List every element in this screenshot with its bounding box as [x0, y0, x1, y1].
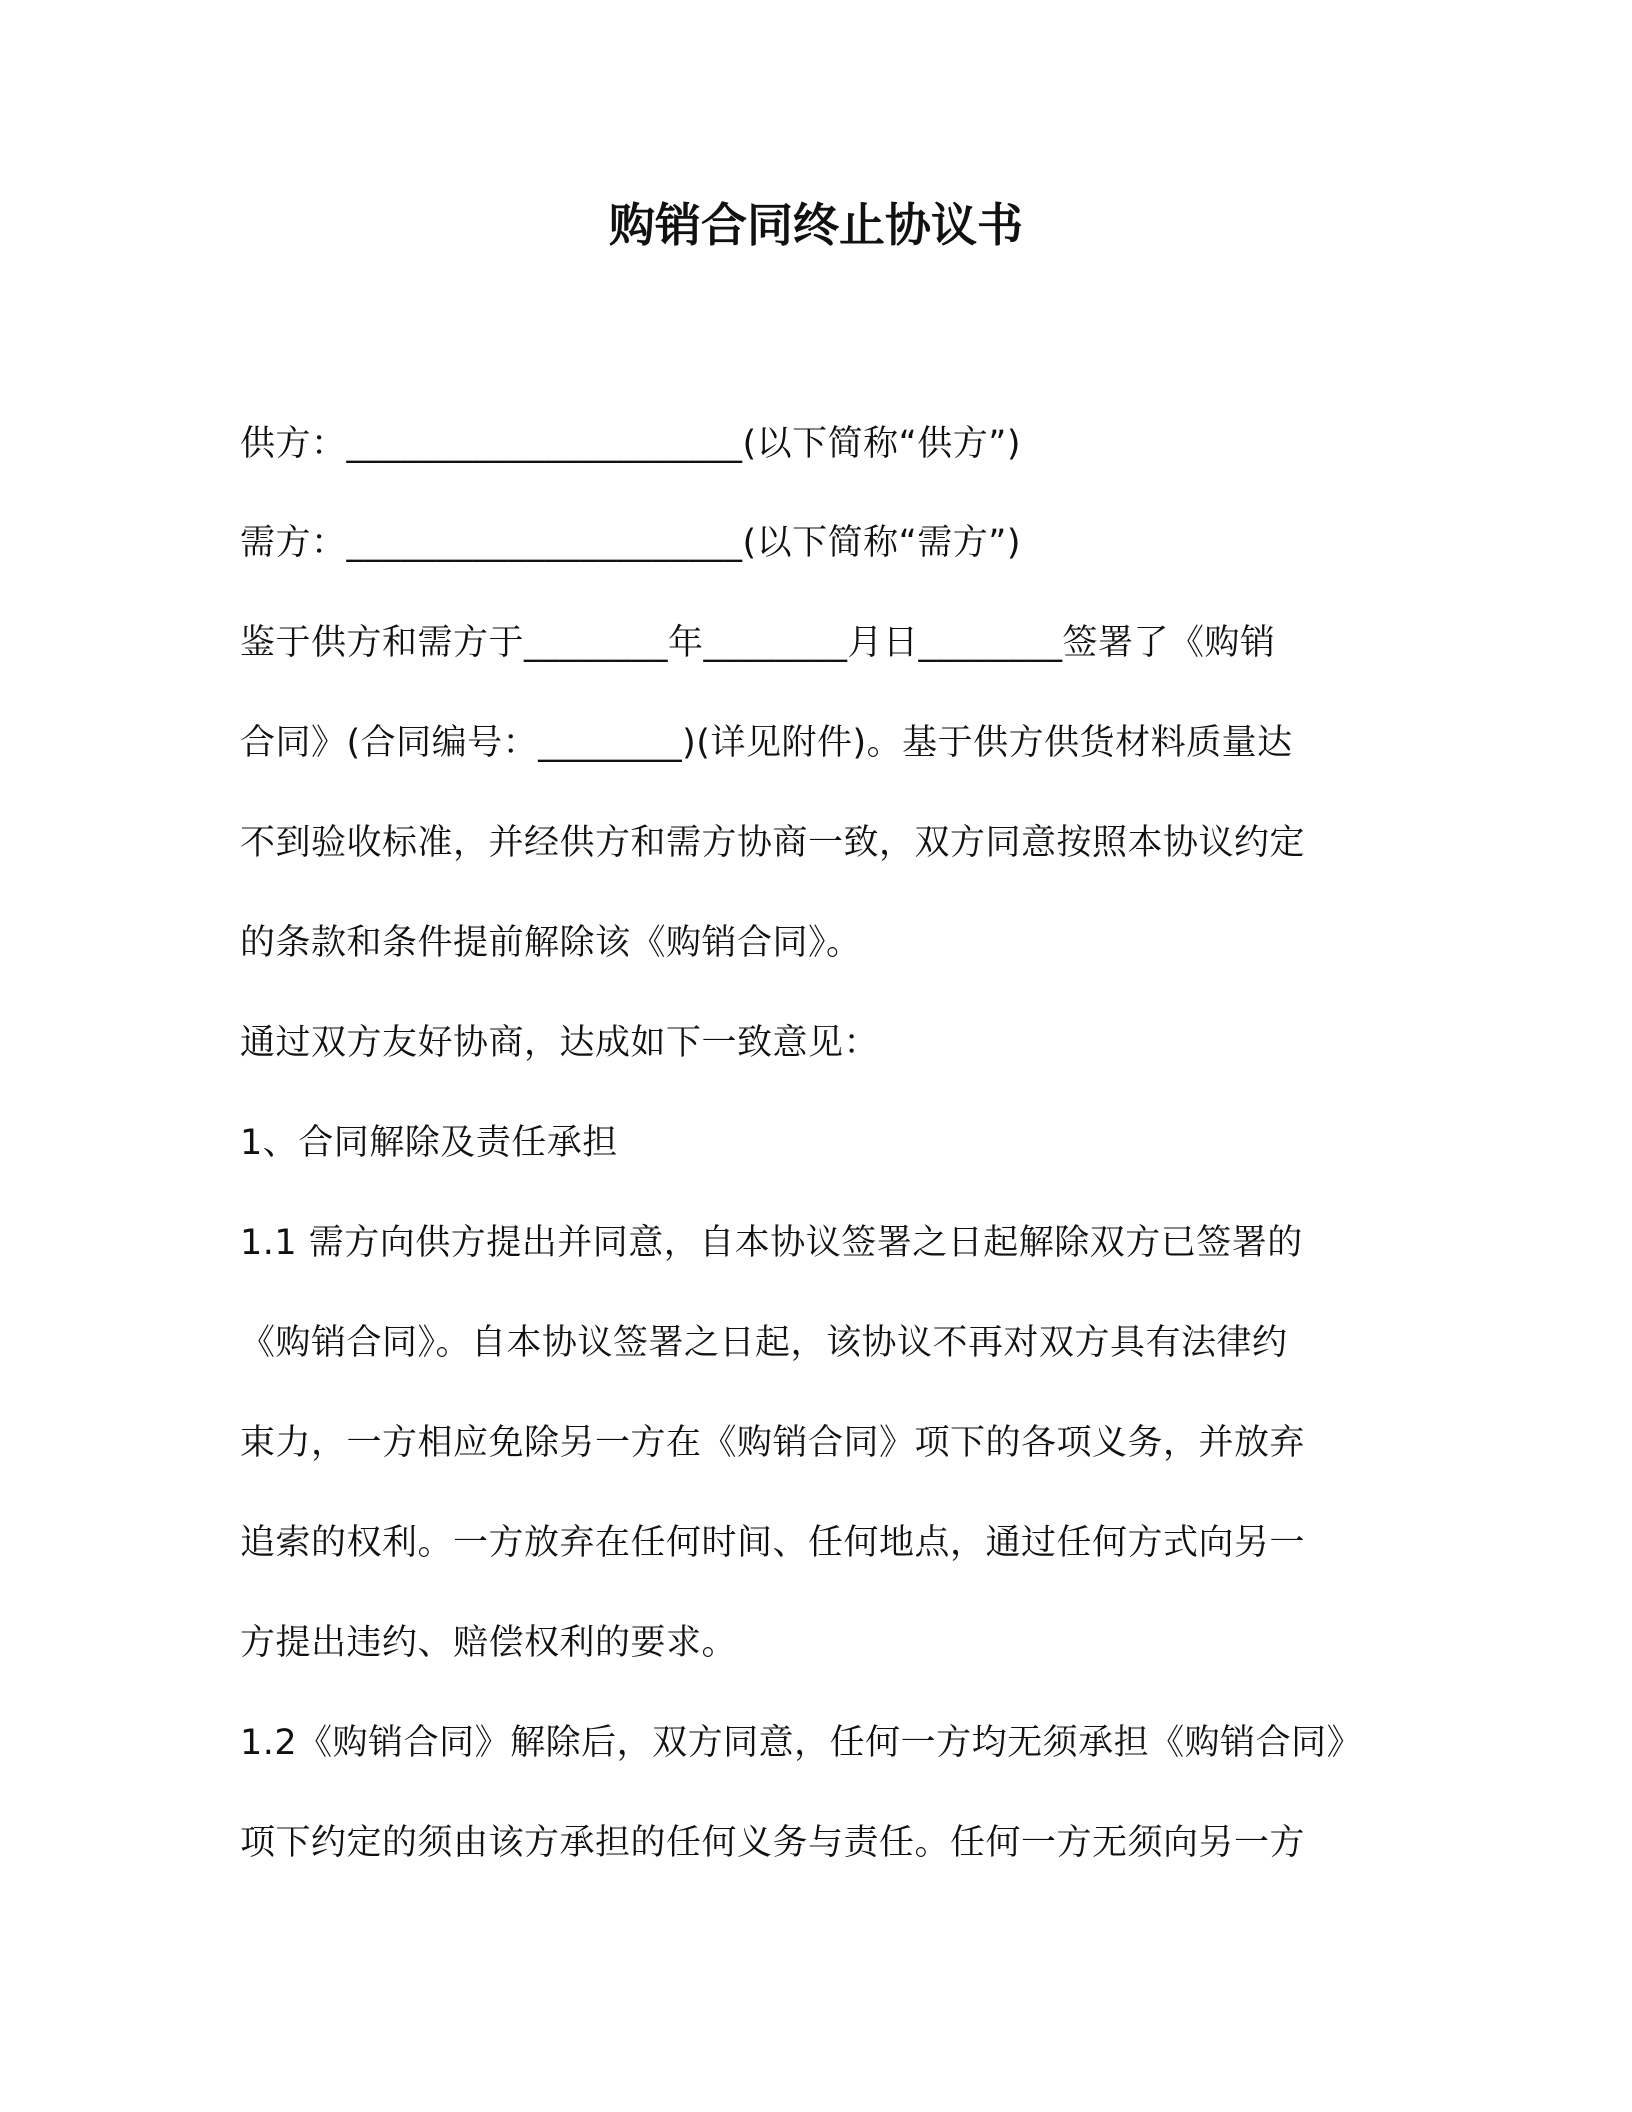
body-line: 通过双方友好协商，达成如下一致意见： — [240, 1023, 880, 1063]
document-title: 购销合同终止协议书 — [609, 198, 1023, 252]
body-line: 不到验收标准，并经供方和需方协商一致，双方同意按照本协议约定 — [240, 823, 1306, 863]
clause-line: 1.2《购销合同》解除后，双方同意，任何一方均无须承担《购销合同》 — [240, 1723, 1363, 1763]
clause-line: 1.1 需方向供方提出并同意，自本协议签署之日起解除双方已签署的 — [240, 1223, 1303, 1263]
section-heading: 1、合同解除及责任承担 — [240, 1123, 618, 1163]
body-line: 鉴于供方和需方于________年________月日________签署了《购销 — [240, 623, 1276, 663]
clause-line: 追索的权利。一方放弃在任何时间、任何地点，通过任何方式向另一 — [240, 1523, 1306, 1563]
clause-line: 方提出违约、赔偿权利的要求。 — [240, 1623, 738, 1663]
clause-line: 项下约定的须由该方承担的任何义务与责任。任何一方无须向另一方 — [240, 1823, 1306, 1863]
clause-line: 《购销合同》。自本协议签署之日起，该协议不再对双方具有法律约 — [240, 1323, 1288, 1363]
supplier-line: 供方：______________________(以下简称“供方”) — [240, 424, 1022, 464]
body-line: 的条款和条件提前解除该《购销合同》。 — [240, 923, 862, 963]
body-line: 合同》(合同编号：________)(详见附件)。基于供方供货材料质量达 — [240, 723, 1293, 763]
clause-line: 束力，一方相应免除另一方在《购销合同》项下的各项义务，并放弃 — [240, 1423, 1306, 1463]
buyer-line: 需方：______________________(以下简称“需方”) — [240, 523, 1022, 563]
